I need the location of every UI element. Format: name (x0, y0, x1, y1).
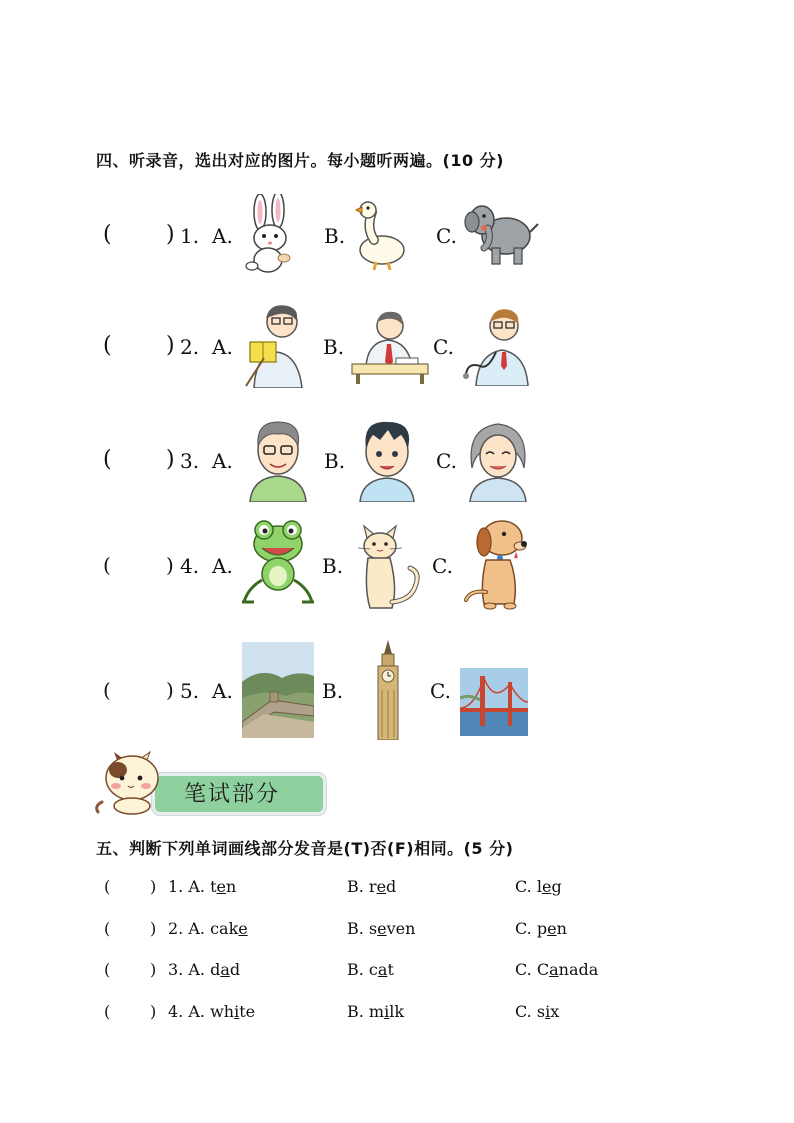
answer-paren-close: ) (150, 960, 157, 979)
word-option-c: C. Canada (515, 960, 599, 979)
word-option-a: 4. A. white (168, 1002, 256, 1021)
word-option-b: B. seven (347, 919, 416, 938)
word-option-c: C. six (515, 1002, 560, 1021)
answer-paren-close: ) (166, 678, 174, 702)
answer-paren-open[interactable]: ( (104, 919, 111, 938)
question-row-2 (0, 298, 794, 388)
option-c-label: C. (430, 679, 451, 703)
mother-picture (464, 418, 532, 502)
answer-paren-open[interactable]: ( (103, 553, 111, 577)
boy-picture (354, 416, 420, 502)
option-a-label: A. (212, 679, 233, 703)
answer-paren-close: ) (166, 553, 174, 577)
word-option-b: B. red (347, 877, 397, 896)
golden-gate-bridge-picture (460, 668, 528, 736)
duck-picture (350, 198, 412, 272)
dog-picture (458, 512, 532, 616)
answer-paren-close: ) (150, 877, 157, 896)
doctor-picture (462, 304, 542, 386)
elephant-picture (462, 198, 544, 270)
word-option-c: C. leg (515, 877, 562, 896)
answer-paren-close: ) (166, 333, 175, 358)
question-row-5 (0, 640, 794, 730)
option-a-label: A. (212, 335, 233, 359)
word-option-b: B. cat (347, 960, 394, 979)
cat-mascot-icon (94, 746, 174, 816)
great-wall-picture (242, 642, 314, 738)
question-number: 2. (180, 335, 200, 359)
option-c-label: C. (436, 224, 457, 248)
big-ben-picture (370, 640, 406, 740)
answer-paren-open[interactable]: ( (103, 447, 112, 472)
word-option-b: B. milk (347, 1002, 405, 1021)
option-c-label: C. (436, 449, 457, 473)
question-number: 1. (180, 224, 200, 248)
question-number: 4. (180, 554, 200, 578)
question-row-4 (0, 518, 794, 608)
option-b-label: B. (322, 679, 344, 703)
answer-paren-open[interactable]: ( (103, 222, 112, 247)
teacher-picture (244, 298, 310, 388)
answer-paren-open[interactable]: ( (104, 877, 111, 896)
word-option-a: 3. A. dad (168, 960, 241, 979)
cat-picture (350, 518, 426, 610)
answer-paren-open[interactable]: ( (104, 960, 111, 979)
answer-paren-close: ) (166, 222, 175, 247)
option-b-label: B. (322, 554, 344, 578)
option-b-label: B. (324, 449, 346, 473)
option-a-label: A. (212, 449, 233, 473)
word-option-c: C. pen (515, 919, 567, 938)
section5-title: 五、判断下列单词画线部分发音是(T)否(F)相同。(5 分) (96, 839, 514, 858)
option-c-label: C. (432, 554, 453, 578)
option-b-label: B. (324, 224, 346, 248)
option-a-label: A. (212, 554, 233, 578)
answer-paren-close: ) (150, 919, 157, 938)
question-number: 5. (180, 679, 200, 703)
word-option-a: 2. A. cake (168, 919, 248, 938)
question-row-1 (0, 190, 794, 280)
written-section-banner (94, 746, 326, 816)
word-row-4 (0, 1002, 794, 1032)
word-row-2 (0, 919, 794, 949)
answer-paren-open[interactable]: ( (103, 333, 112, 358)
question-row-3 (0, 412, 794, 502)
section4-title: 四、听录音，选出对应的图片。每小题听两遍。(10 分) (96, 151, 504, 170)
option-c-label: C. (433, 335, 454, 359)
option-b-label: B. (323, 335, 345, 359)
answer-paren-close: ) (166, 447, 175, 472)
word-row-3 (0, 960, 794, 990)
father-picture (246, 416, 310, 502)
frog-picture (240, 518, 316, 606)
option-a-label: A. (212, 224, 233, 248)
office-worker-picture (350, 306, 430, 384)
word-row-1 (0, 877, 794, 907)
question-number: 3. (180, 449, 200, 473)
answer-paren-close: ) (150, 1002, 157, 1021)
word-option-a: 1. A. ten (168, 877, 237, 896)
rabbit-picture (238, 194, 302, 276)
answer-paren-open[interactable]: ( (104, 1002, 111, 1021)
banner-label: 笔试部分 (184, 782, 281, 807)
answer-paren-open[interactable]: ( (103, 678, 111, 702)
